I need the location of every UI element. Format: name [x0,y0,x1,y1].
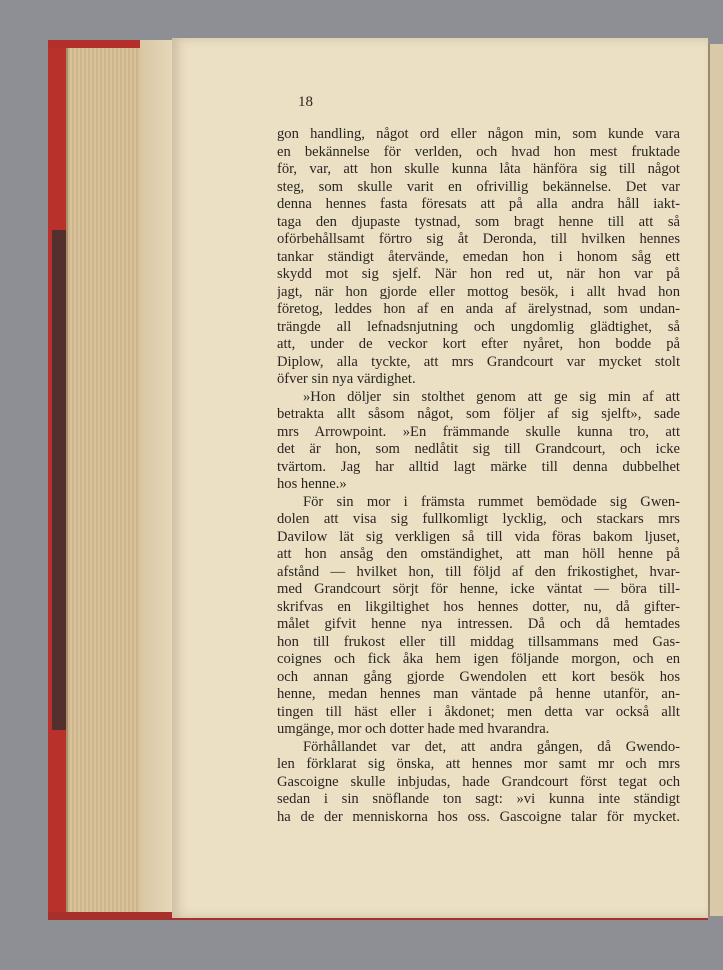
text-line: För sin mor i främsta rummet bemödade sig Gwen- [303,493,680,510]
text-line: skrifvas en likgiltighet hos hennes dotter, nu, då gifter- [277,598,680,615]
text-line: betrakta allt såsom något, som följer af sig sjelft», sade [277,406,680,422]
text-line: med Grandcourt sörjt för henne, icke väntat — böra till- [277,581,680,597]
page-stack-edges [66,48,146,914]
text-line: ha de der menniskorna hos oss. Gascoigne talar för mycket. [277,808,680,825]
text-line: afstånd — hvilket hon, till följd af den frikostighet, hvar- [277,563,680,580]
text-line: skydd mot sig sjelf. När hon red ut, när hon var på [277,266,680,282]
text-line: steg, som skulle varit en ofrivillig bekännelse. Det var [277,178,680,195]
text-line: Förhållandet var det, att andra gången, då Gwendo- [303,738,680,755]
text-line: »Hon döljer sin stolthet genom att ge sig min af att [303,388,680,405]
text-line: Gascoigne skulle inbjudas, hade Grandcourt först tegat och [277,773,680,790]
text-line: Davilow lät sig verkligen så till vida föras bakom ljuset, [277,528,680,545]
text-line: sedan i sin snöflande ton sagt: »vi kunna inte ständigt [277,791,680,807]
text-line: hon till frukost eller till middag tillsammans med Gas- [277,633,680,650]
cover-marbled-edge [52,230,66,730]
text-line: taga den djupaste tystnad, som bragt henne till att så [277,213,680,230]
text-line: att hon ansåg den omständighet, att man höll henne på [277,546,680,562]
text-line: öfver sin nya värdighet. [277,371,416,387]
text-line: oförbehållsamt förtro sig åt Deronda, till hvilken hennes [277,231,680,247]
text-line: målet gifvit henne nya intressen. Då och då hemtades [277,616,680,632]
text-line: det är hon, som nedlåtit sig till Grandcourt, och icke [277,441,680,457]
text-line: Diplow, alla tyckte, att mrs Grandcourt var mycket stolt [277,353,680,370]
text-line: umgänge, mor och dotter hade med hvarandra. [277,721,550,737]
text-line: gon handling, något ord eller någon min, som kunde vara [277,126,680,142]
text-line: len förklarat sig önska, att hennes mor samt mr och mrs [277,756,680,772]
text-line: trängde all lefnadsnjutning och ungdomlig glädtighet, så [277,318,680,335]
text-line: hos henne.» [277,476,347,492]
text-line: henne, medan hennes man väntade på henne utanför, an- [277,686,680,702]
text-line: en bekännelse för verlden, och hvad hon mest fruktade [277,143,680,160]
text-line: och annan gång gjorde Gwendolen ett kort besök hos [277,668,680,685]
text-line: mrs Arrowpoint. »En främmande skulle kunna tro, att [277,423,680,440]
page-number: 18 [298,94,313,110]
page-gutter [140,40,174,918]
body-text [277,126,680,826]
text-line: tvärtom. Jag har alltid lagt märke till denna dubbelhet [277,458,680,475]
text-line: tingen till häst eller i åkdonet; men detta var också allt [277,703,680,720]
next-page-edge [708,44,723,916]
text-line: tankar ständigt återvände, emedan hon i honom såg ett [277,248,680,265]
text-line: coignes och fick åka hem igen följande morgon, och en [277,651,680,667]
text-line: jagt, när hon gjorde eller mottog besök, i allt hvad hon [277,283,680,300]
text-line: företog, leddes hon af en anda af ärelystnad, som undan- [277,301,680,317]
text-line: denna hennes fasta föresats att på alla andra håll iakt- [277,196,680,212]
text-line: dolen att visa sig fullkomligt lycklig, och stackars mrs [277,511,680,527]
text-line: att, under de veckor kort efter nyåret, hon bodde på [277,336,680,352]
text-line: för, var, att hon skulle kunna låta hänföra sig till något [277,161,680,177]
